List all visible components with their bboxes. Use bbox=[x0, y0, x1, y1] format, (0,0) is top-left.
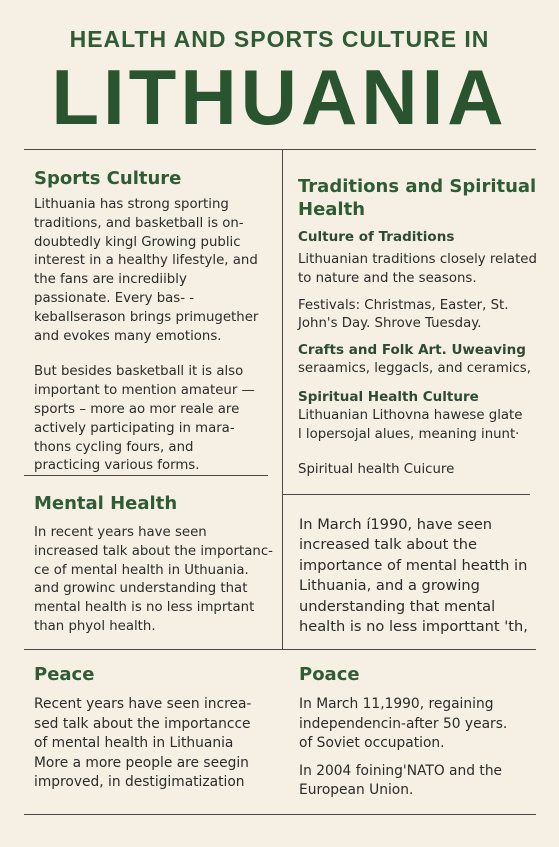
mental-health-text: In recent years have seen increased talk about the importanc- ce of mental health in Uthuania. and growinc understanding that mental health is no less imprtant than phyol health. bbox=[34, 525, 273, 634]
peace-left-section bbox=[34, 663, 274, 793]
crafts-subheading: Crafts and Folk Art. Uweaving bbox=[298, 342, 526, 359]
mental-health-right-text: In March í1990, have seen increased talk about the importance of mental heatth in Lithuania, and a growing understanding that mental health is no less importtant 'th, bbox=[299, 516, 528, 636]
peace-right-section bbox=[299, 663, 539, 801]
peace-left-heading: Peace bbox=[34, 664, 95, 685]
divider-right-mid bbox=[282, 494, 530, 495]
divider-lower bbox=[24, 649, 536, 650]
culture-of-traditions-subheading: Culture of Traditions bbox=[298, 229, 455, 245]
festivals-text: Festivals: Christmas, Easter, St. John's Day. Shrove Tuesday. bbox=[298, 297, 509, 332]
sports-culture-paragraph-1: Lithuania has strong sporting traditions, and basketball is on- doubtedly kingl Growing public interest in a healthy lifestyle, and the fans are incrediibly passionate. Every bas- - keballserason brings primugether and evokes many emotions. bbox=[34, 197, 259, 344]
divider-vertical bbox=[282, 149, 283, 649]
peace-right-paragraph-1: In March 11,1990, regaining independencin-after 50 years. of Soviet occupation. bbox=[299, 696, 508, 752]
spiritual-health-subheading: Spiritual Health Culture bbox=[298, 388, 479, 405]
divider-bottom bbox=[24, 814, 536, 815]
crafts-text: seraamics, leggacls, and ceramics, bbox=[298, 361, 531, 377]
peace-right-heading: Poace bbox=[299, 664, 360, 685]
mental-health-heading: Mental Health bbox=[34, 493, 178, 514]
spiritual-health-text: Lithuanian Lithovna hawese glate l lopersojal alues, meaning inunt· bbox=[298, 407, 523, 442]
sports-culture-paragraph-2: But besides basketball it is also important to mention amateur — sports – more ao mor reale are actively participating in mara- thons cycling fours, and practicing various forms. bbox=[34, 364, 255, 474]
traditions-heading: Traditions and Spiritual Health bbox=[298, 176, 537, 220]
mental-health-section bbox=[34, 492, 274, 637]
spiritual-health-footer: Spiritual health Cuicure bbox=[298, 461, 455, 477]
divider-top bbox=[24, 149, 536, 150]
traditions-section bbox=[298, 175, 538, 479]
sports-culture-section bbox=[34, 167, 274, 476]
page-kicker: HEALTH AND SPORTS CULTURE IN bbox=[69, 26, 490, 52]
culture-of-traditions-text: Lithuanian traditions closely related to nature and the seasons. bbox=[298, 252, 537, 286]
peace-right-paragraph-2: In 2004 foining'NATO and the European Union. bbox=[299, 762, 503, 799]
mental-health-right-section bbox=[299, 515, 539, 637]
peace-left-text: Recent years have seen increa- sed talk about the importancce of mental health in Lithuania More a more people are seegin improved, in destigimatization bbox=[34, 696, 252, 791]
page-title: LITHUANIA bbox=[51, 53, 508, 141]
sports-culture-heading: Sports Culture bbox=[34, 168, 182, 189]
